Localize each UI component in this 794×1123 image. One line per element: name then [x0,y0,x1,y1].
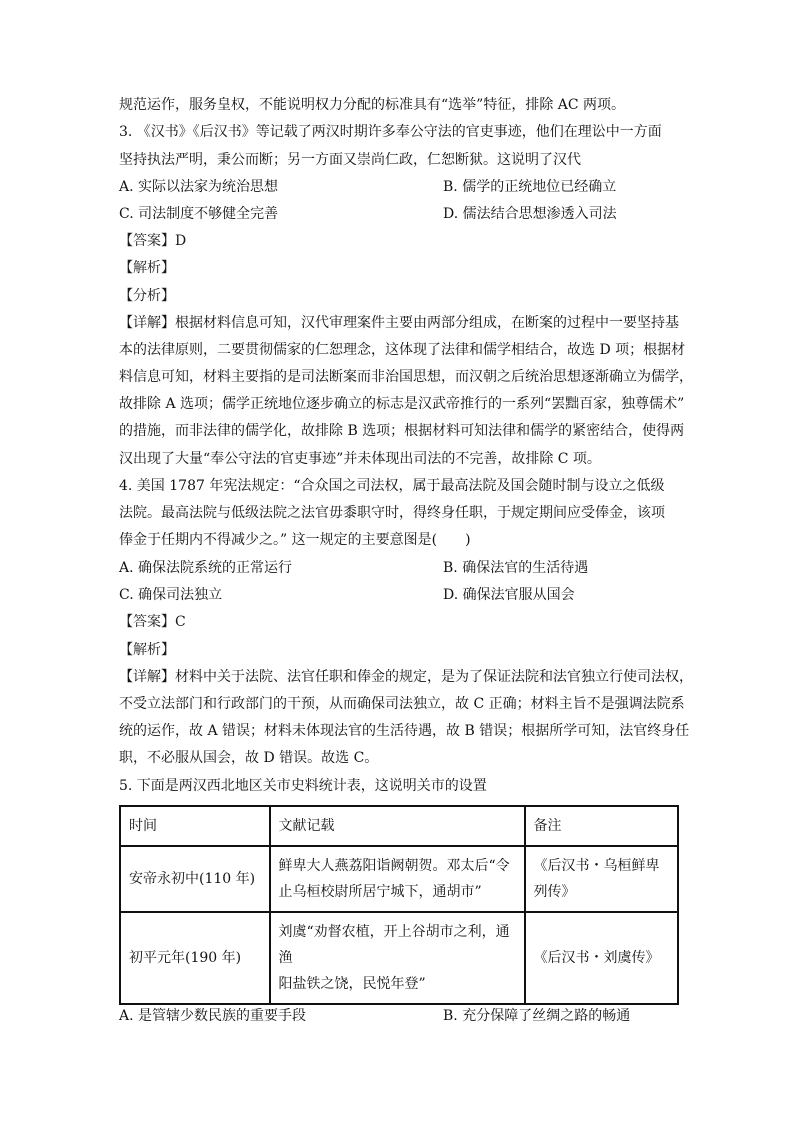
q3-option-a: A. 实际以法家为统治思想 [119,179,279,195]
q3-stem-line-2: 坚持执法严明，秉公而断；另一方面又崇尚仁政，仁恕断狱。这说明了汉代 [119,152,581,168]
q3-fenxi-label: 【分析】 [119,288,175,304]
q4-detail-line-3: 统的运作，故 A 错误；材料未体现法官的生活待遇，故 B 错误；根据所学可知，法官终身任 [119,723,690,739]
q3-jiexi-label: 【解析】 [119,260,175,276]
q3-option-d: D. 儒法结合思想渗透入司法 [443,206,617,222]
q3-option-c: C. 司法制度不够健全完善 [119,206,279,222]
q3-stem-line-1: 3. 《汉书》《后汉书》等记载了两汉时期许多奉公守法的官吏事迹，他们在理讼中一方面 [119,124,662,140]
q4-stem-line-2: 法院。最高法院与低级法院之法官毋黍职守时，得终身任职，于规定期间应受俸金，该项 [119,505,665,521]
row-1-note-line-2: 列传》 [533,884,576,900]
row-1-note [525,846,679,912]
q3-detail-line-6: 汉出现了大量“奉公守法的官吏事迹”并未体现出司法的不完善，故排除 C 项。 [119,451,601,467]
row-1-record [270,846,525,912]
q4-detail-line-4: 职，不必服从国会，故 D 错误。故选 C。 [119,750,379,766]
table-row [120,846,678,912]
q3-detail-line-4: 故排除 A 选项；儒学正统地位逐步确立的标志是汉武帝推行的一系列“罢黜百家，独尊儒术” [119,396,685,412]
q3-detail-line-3: 料信息可知，材料主要指的是司法断案而非治国思想，而汉朝之后统治思想逐渐确立为儒学， [119,369,693,385]
row-1-note-line-1: 《后汉书・乌桓鲜卑 [533,858,660,874]
header-time: 时间 [120,806,270,846]
q5-option-a: A. 是管辖少数民族的重要手段 [119,1008,307,1024]
guanshi-stats-table [119,805,679,1005]
row-1-record-line-1: 鲜卑大人燕荔阳诣阙朝贺。邓太后“令 [278,858,510,874]
q3-detail-line-2: 本的法律原则，二要贯彻儒家的仁恕理念，这体现了法律和儒学相结合，故选 D 项；根据材 [119,342,686,358]
row-2-note: 《后汉书・刘虞传》 [525,912,679,1004]
q3-detail-line-1: 【详解】根据材料信息可知，汉代审理案件主要由两部分组成，在断案的过程中一要坚持基 [119,315,679,331]
q4-option-b: B. 确保法官的生活待遇 [443,560,589,576]
q5-option-b: B. 充分保障了丝绸之路的畅通 [443,1008,631,1024]
q5-stem: 5. 下面是两汉西北地区关市史料统计表，这说明关市的设置 [119,778,487,794]
row-2-record-line-1: 刘虞“劝督农植，开上谷胡市之利，通渔 [278,924,510,966]
q4-stem-line-3: 俸金于任期内不得减少之。” 这一规定的主要意图是( ) [119,532,471,548]
header-note: 备注 [525,806,679,846]
q4-detail-line-2: 不受立法部门和行政部门的干预，从而确保司法独立，故 C 正确；材料主旨不是强调法院系 [119,696,685,712]
row-2-record [270,912,525,1004]
row-2-time: 初平元年(190 年) [120,912,270,1004]
q4-option-a: A. 确保法院系统的正常运行 [119,560,293,576]
q3-detail-line-5: 的措施，而非法律的儒学化，故排除 B 选项；根据材料可知法律和儒学的紧密结合，使得两 [119,423,685,439]
q4-jiexi-label: 【解析】 [119,642,175,658]
row-1-record-line-2: 止乌桓校尉所居宁城下，通胡市” [278,884,482,900]
q4-option-c: C. 确保司法独立 [119,587,223,603]
row-2-record-line-2: 阳盐铁之饶，民悦年登” [278,976,426,992]
q4-answer: 【答案】C [119,614,186,630]
table-header-row [120,806,678,846]
table-row [120,912,678,1004]
q3-option-b: B. 儒学的正统地位已经确立 [443,179,617,195]
q4-detail-line-1: 【详解】材料中关于法院、法官任职和俸金的规定，是为了保证法院和法官独立行使司法权， [119,669,693,685]
q3-answer: 【答案】D [119,233,187,249]
row-1-time: 安帝永初中(110 年) [120,846,270,912]
q4-option-d: D. 确保法官服从国会 [443,587,575,603]
header-record: 文献记载 [270,806,525,846]
q4-stem-line-1: 4. 美国 1787 年宪法规定：“合众国之司法权，属于最高法院及国会随时制与设立之低级 [119,478,665,494]
intro-line: 规范运作，服务皇权，不能说明权力分配的标准具有“选举”特征，排除 AC 两项。 [119,97,626,113]
